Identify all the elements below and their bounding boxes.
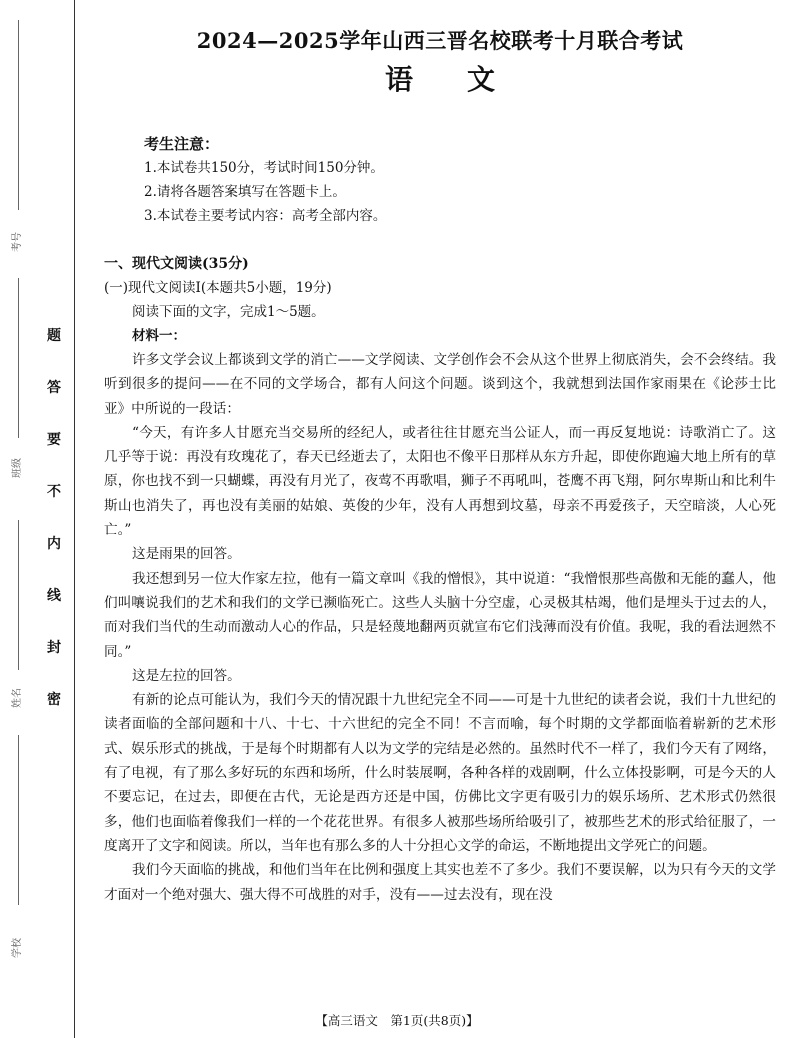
reading-instruction: 阅读下面的文字，完成1～5题。: [132, 304, 325, 320]
seal-char: 封: [47, 640, 61, 656]
notice-item: 2.请将各题答案填写在答题卡上。: [144, 184, 346, 200]
passage-paragraph: 我们今天面临的挑战，和他们当年在比例和强度上其实也差不了多少。我们不要误解，以为只有今天的文学才面对一个绝对强大、强大得不可战胜的对手，没有——过去没有，现在没: [104, 862, 776, 903]
exam-page: [104, 26, 776, 907]
school-field-rule: [18, 735, 19, 905]
notice-heading: 考生注意：: [144, 135, 220, 153]
binding-line: [74, 0, 75, 1038]
passage-paragraph: 有新的论点可能认为，我们今天的情况跟十九世纪完全不同——可是十九世纪的读者会说，我们十九世纪的读者面临的全部问题和十八、十七、十六世纪的完全不同！不言而喻，每个时期的文学都面临着崭新的艺术形式、娱乐形式的挑战，于是每个时期都有人以为文学的完结是必然的。虽然时代不一样了，我们今天有了网络，有了电视，有了那么多好玩的东西和场所，什么时装展啊，各种各样的戏剧啊，什么立体投影啊，可是今天的人不要忘记，在过去，即便在古代，无论是西方还是中国，仿佛比文字更有吸引力的娱乐场所、艺术形式仍然很多，他们也面临着像我们一样的一个花花世界。有很多人被那些场所给吸引了，被那些艺术的形式给征服了，一度离开了文字和阅读。所以，当年也有那么多的人十分担心文学的命运，不断地提出文学死亡的问题。: [104, 692, 776, 854]
notice-item: 1.本试卷共150分，考试时间150分钟。: [144, 160, 384, 176]
seal-char: 要: [47, 432, 61, 448]
binding-margin: [0, 0, 95, 1038]
name-field-rule: [18, 520, 19, 670]
section-heading: 一、现代文阅读(35分): [104, 256, 249, 272]
exam-number-field-label: 考号: [12, 232, 23, 252]
candidate-notice: [104, 132, 776, 228]
class-field-rule: [18, 278, 19, 438]
passage-paragraph: 这是左拉的回答。: [132, 667, 241, 684]
subsection-heading: (一)现代文阅读Ⅰ(本题共5小题，19分): [104, 280, 332, 296]
seal-char: 题: [47, 328, 61, 344]
page-footer: 【高三语文 第1页(共8页)】: [315, 1013, 479, 1028]
notice-item: 3.本试卷主要考试内容：高考全部内容。: [144, 208, 387, 224]
seal-char: 密: [47, 692, 61, 708]
seal-char: 内: [47, 536, 61, 552]
material-label: 材料一：: [132, 328, 186, 344]
subject-title: 语文: [384, 63, 549, 96]
seal-line-notice: [44, 328, 64, 708]
exam-title: 2024—2025学年山西三晋名校联考十月联合考试: [196, 28, 684, 53]
name-field-label: 姓名: [12, 688, 23, 708]
seal-char: 答: [47, 380, 61, 396]
passage-paragraph: 许多文学会议上都谈到文学的消亡——文学阅读、文学创作会不会从这个世界上彻底消失，会不会终结。我听到很多的提问——在不同的文学场合，都有人问这个问题。谈到这个，我就想到法国作家雨果在《论莎士比亚》中所说的一段话：: [104, 352, 776, 417]
exam-number-field-rule: [18, 20, 19, 210]
passage-paragraph: 这是雨果的回答。: [132, 546, 241, 563]
seal-char: 不: [47, 484, 61, 500]
passage-paragraph: “今天，有许多人甘愿充当交易所的经纪人，或者往往甘愿充当公证人，而一再反复地说：诗歌消亡了。这几乎等于说：再没有玫瑰花了，春天已经逝去了，太阳也不像平日那样从东方升起，即使你跑遍大地上所有的草原，你也找不到一只蝴蝶，再没有月光了，夜莺不再歌唱，狮子不再吼叫，苍鹰不再飞翔，阿尔卑斯山和比利牛斯山也消失了，再也没有美丽的姑娘、英俊的少年，没有人再想到坟墓，母亲不再爱孩子，天空暗淡，人心死亡。”: [104, 424, 776, 539]
seal-char: 线: [47, 588, 61, 604]
class-field-label: 班级: [12, 458, 23, 478]
school-field-label: 学校: [12, 938, 23, 958]
passage-paragraph: 我还想到另一位大作家左拉，他有一篇文章叫《我的憎恨》，其中说道：“我憎恨那些高傲和无能的蠢人，他们叫嚷说我们的艺术和我们的文学已濒临死亡。这些人头脑十分空虚，心灵极其枯竭，他们是埋头于过去的人，而对我们当代的生动而激动人心的作品，只是轻蔑地翻两页就宣布它们浅薄而没有价值。我呢，我的看法迥然不同。”: [104, 570, 776, 660]
